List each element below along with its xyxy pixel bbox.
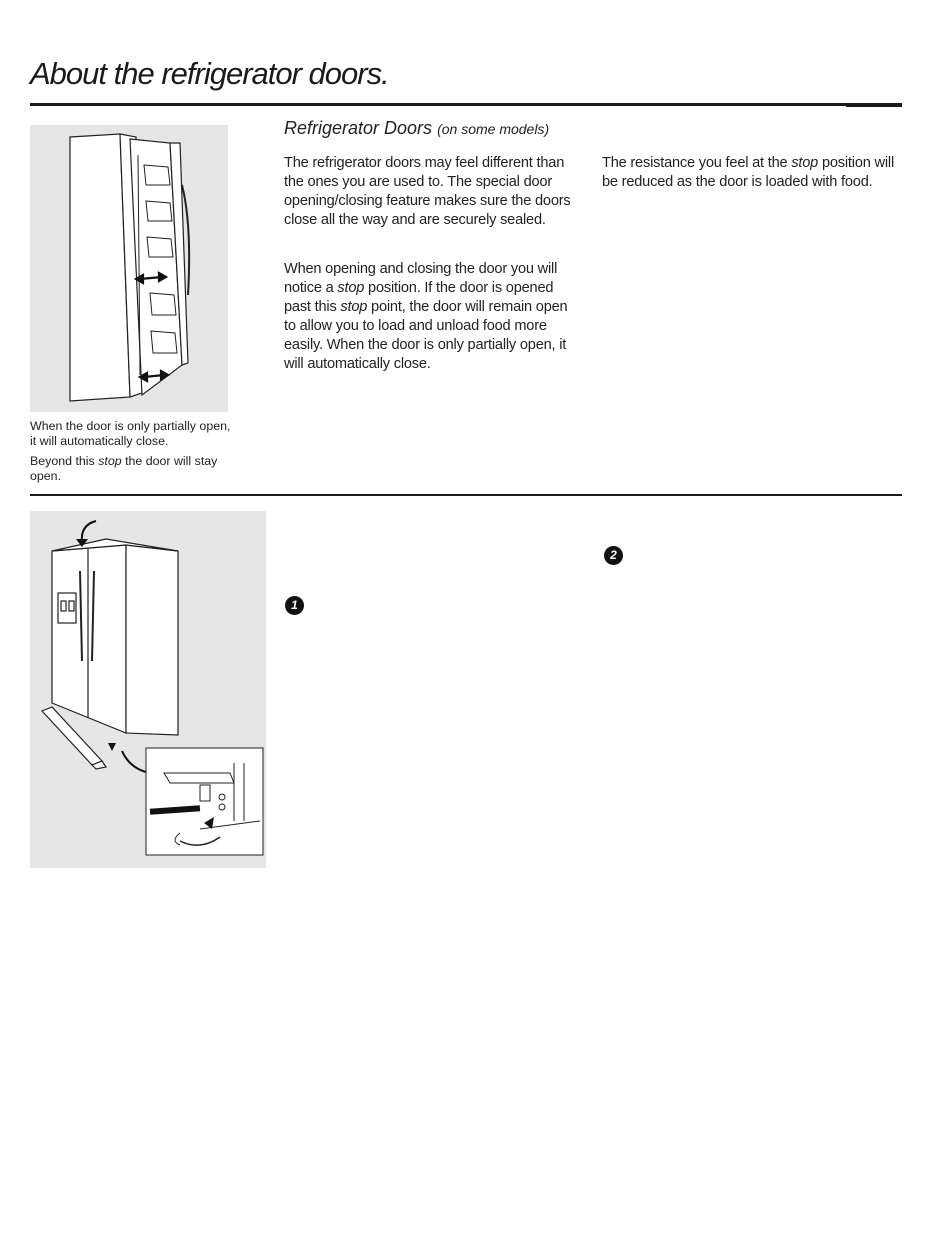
- figure1-caption-close: When the door is only partially open, it will automatically close.: [30, 419, 231, 448]
- refrigerator-door-open-illustration: [30, 125, 228, 412]
- section-divider: [30, 494, 902, 496]
- title-rule-accent: [846, 103, 902, 107]
- step-1-badge: 1: [285, 596, 304, 615]
- figure1-caption-stop: Beyond this stop the door will stay open.: [30, 454, 218, 483]
- leveling-figure: [30, 511, 266, 868]
- title-rule: [30, 103, 902, 106]
- paragraph-resistance: The resistance you feel at the stop position will be reduced as the door is loaded with food.: [602, 155, 894, 190]
- page-title: About the refrigerator doors.: [30, 56, 389, 91]
- section-heading: Refrigerator Doors (on some models): [284, 118, 550, 138]
- paragraph-doors-intro: The refrigerator doors may feel different than the ones you are used to. The special door opening/closing feature makes sure the doors close all the way and are securely sealed.: [284, 155, 571, 228]
- door-open-figure: [30, 125, 228, 412]
- step-2-badge: 2: [604, 546, 623, 565]
- refrigerator-leveling-illustration: [30, 511, 266, 868]
- paragraph-stop-position: When opening and closing the door you will notice a stop position. If the door is opened past this stop point, the door will remain open to allow you to load and unload food more easily. When the door is only partially open, it will automatically close.: [284, 261, 568, 372]
